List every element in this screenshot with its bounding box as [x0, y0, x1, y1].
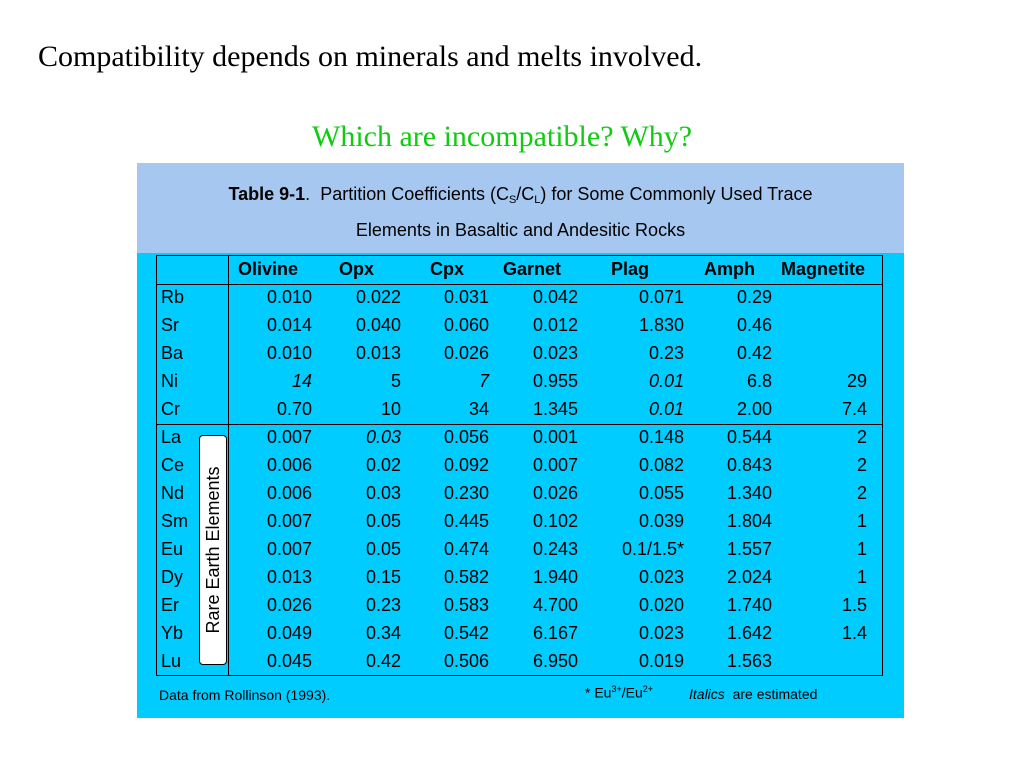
group-divider — [157, 424, 882, 425]
table-cell: 1.557 — [726, 539, 772, 559]
table-cell: 1.830 — [638, 315, 684, 335]
element-symbol: Eu — [161, 539, 184, 559]
italics-note: Italics are estimated — [689, 686, 818, 702]
element-symbol: Nd — [161, 483, 185, 503]
table-cell: 0.007 — [532, 455, 578, 475]
table-cell: 0.03 — [365, 483, 401, 503]
element-symbol: Er — [161, 595, 179, 615]
table-cell: 0.007 — [266, 511, 312, 531]
europium-note: * $Eu^{3+}/Eu^{2+}$ — [585, 684, 654, 701]
table-cell: 0.092 — [443, 455, 489, 475]
table-cell: 0.026 — [266, 595, 312, 615]
caption-line-2: Elements in Basaltic and Andesitic Rocks — [355, 220, 686, 240]
column-header: Opx — [339, 259, 375, 279]
table-cell: 0.013 — [266, 567, 312, 587]
table-cell: 0.014 — [266, 315, 312, 335]
table-cell: 0.042 — [532, 287, 578, 307]
table-cell: 0.019 — [638, 651, 684, 671]
element-symbol: Yb — [161, 623, 184, 643]
table-cell: 2.00 — [736, 399, 772, 419]
table-cell: 0.544 — [726, 427, 772, 447]
table-cell: 14 — [291, 371, 312, 391]
caption-line-1: Table 9-1. Partition Coefficients $(C_S/C_L)$ for Some Commonly Used Trace — [228, 184, 813, 206]
table-cell: 7.4 — [841, 399, 867, 419]
table-cell: 0.243 — [532, 539, 578, 559]
element-column-divider — [228, 256, 229, 675]
element-symbol: Ba — [161, 343, 184, 363]
table-caption — [137, 179, 904, 245]
element-symbol: Sm — [161, 511, 188, 531]
table-cell: 0.023 — [638, 567, 684, 587]
table-cell: 0.082 — [638, 455, 684, 475]
table-cell: 1.940 — [532, 567, 578, 587]
data-source-note: Data from Rollinson (1993). — [159, 687, 331, 703]
table-cell: 34 — [468, 399, 489, 419]
table-panel — [137, 163, 904, 718]
table-cell: 0.007 — [266, 427, 312, 447]
table-cell: 1.563 — [726, 651, 772, 671]
table-cell: 0.42 — [365, 651, 401, 671]
table-cell: 2 — [856, 483, 867, 503]
table-cell: 0.23 — [365, 595, 401, 615]
table-cell: 0.148 — [638, 427, 684, 447]
table-cell: 1 — [856, 539, 867, 559]
table-cell: 6.167 — [532, 623, 578, 643]
table-cell: 0.582 — [443, 567, 489, 587]
table-cell: 0.542 — [443, 623, 489, 643]
table-cell: 1.5 — [841, 595, 867, 615]
table-cell: 1.642 — [726, 623, 772, 643]
table-cell: 0.23 — [648, 343, 684, 363]
element-symbol: Sr — [161, 315, 179, 335]
table-cell: 0.1/1.5* — [621, 539, 684, 559]
table-cell: 0.955 — [532, 371, 578, 391]
table-cell: 0.010 — [266, 287, 312, 307]
element-symbol: La — [161, 427, 182, 447]
table-cell: 0.474 — [443, 539, 489, 559]
table-cell: 0.42 — [736, 343, 772, 363]
table-cell: 29 — [846, 371, 867, 391]
table-cell: 0.02 — [365, 455, 401, 475]
table-cell: 4.700 — [532, 595, 578, 615]
table-cell: 0.031 — [443, 287, 489, 307]
table-cell: 0.026 — [532, 483, 578, 503]
table-cell: 0.03 — [365, 427, 401, 447]
table-cell: 0.071 — [638, 287, 684, 307]
table-cell: 1.740 — [726, 595, 772, 615]
table-label: Table 9-1 — [228, 184, 306, 204]
right-border — [882, 256, 883, 675]
table-cell: 1 — [856, 567, 867, 587]
table-cell: 1 — [856, 511, 867, 531]
table-cell: 0.05 — [365, 511, 401, 531]
caption-band — [137, 163, 904, 253]
table-cell: 0.006 — [266, 483, 312, 503]
column-header: Cpx — [430, 259, 465, 279]
slide-subtitle: Which are incompatible? Why? — [312, 120, 693, 153]
table-cell: 6.950 — [532, 651, 578, 671]
element-symbol: Ni — [161, 371, 178, 391]
table-cell: 0.01 — [648, 399, 684, 419]
table-cell: 0.102 — [532, 511, 578, 531]
rare-earth-elements-label: Rare Earth Elements — [203, 466, 223, 634]
table-cell: 0.023 — [638, 623, 684, 643]
table-cell: 0.055 — [638, 483, 684, 503]
column-header: Amph — [704, 259, 755, 279]
table-cell: 1.345 — [532, 399, 578, 419]
table-cell: 0.022 — [355, 287, 401, 307]
table-cell: 0.026 — [443, 343, 489, 363]
element-symbol: Lu — [161, 651, 182, 671]
table-cell: 0.039 — [638, 511, 684, 531]
table-cell: 0.045 — [266, 651, 312, 671]
table-cell: 0.34 — [365, 623, 401, 643]
table-cell: 1.804 — [726, 511, 772, 531]
element-symbol: Cr — [161, 399, 180, 419]
table-cell: 0.020 — [638, 595, 684, 615]
table-cell: 0.29 — [736, 287, 772, 307]
column-header: Olivine — [238, 259, 299, 279]
table-cell: 6.8 — [746, 371, 772, 391]
table-cell: 0.010 — [266, 343, 312, 363]
table-cell: 7 — [478, 371, 489, 391]
table-cell: 0.583 — [443, 595, 489, 615]
table-cell: 1.340 — [726, 483, 772, 503]
table-cell: 0.843 — [726, 455, 772, 475]
table-cell: 0.01 — [648, 371, 684, 391]
column-header: Plag — [611, 259, 650, 279]
slide-title: Compatibility depends on minerals and melts involved. — [38, 40, 703, 73]
table-cell: 0.230 — [443, 483, 489, 503]
table-cell: 0.05 — [365, 539, 401, 559]
table-cell: 1.4 — [841, 623, 867, 643]
table-cell: 0.049 — [266, 623, 312, 643]
table-cell: 0.006 — [266, 455, 312, 475]
table-cell: 5 — [390, 371, 401, 391]
table-cell: 0.023 — [532, 343, 578, 363]
table-cell: 0.70 — [276, 399, 312, 419]
table-cell: 2.024 — [726, 567, 772, 587]
partition-coefficient-table — [156, 255, 883, 676]
table-cell: 2 — [856, 427, 867, 447]
table-cell: 10 — [380, 399, 401, 419]
table-cell: 0.15 — [365, 567, 401, 587]
table-cell: 0.46 — [736, 315, 772, 335]
rare-earth-elements-label-box — [199, 435, 227, 665]
table-cell: 0.506 — [443, 651, 489, 671]
column-header: Garnet — [503, 259, 562, 279]
table-cell: 0.007 — [266, 539, 312, 559]
table-cell: 0.013 — [355, 343, 401, 363]
column-header: Magnetite — [781, 259, 866, 279]
element-symbol: Rb — [161, 287, 185, 307]
header-divider — [157, 284, 882, 285]
table-cell: 0.040 — [355, 315, 401, 335]
element-symbol: Ce — [161, 455, 185, 475]
table-cell: 0.001 — [532, 427, 578, 447]
table-cell: 2 — [856, 455, 867, 475]
table-cell: 0.445 — [443, 511, 489, 531]
table-cell: 0.056 — [443, 427, 489, 447]
table-cell: 0.060 — [443, 315, 489, 335]
table-cell: 0.012 — [532, 315, 578, 335]
element-symbol: Dy — [161, 567, 183, 587]
